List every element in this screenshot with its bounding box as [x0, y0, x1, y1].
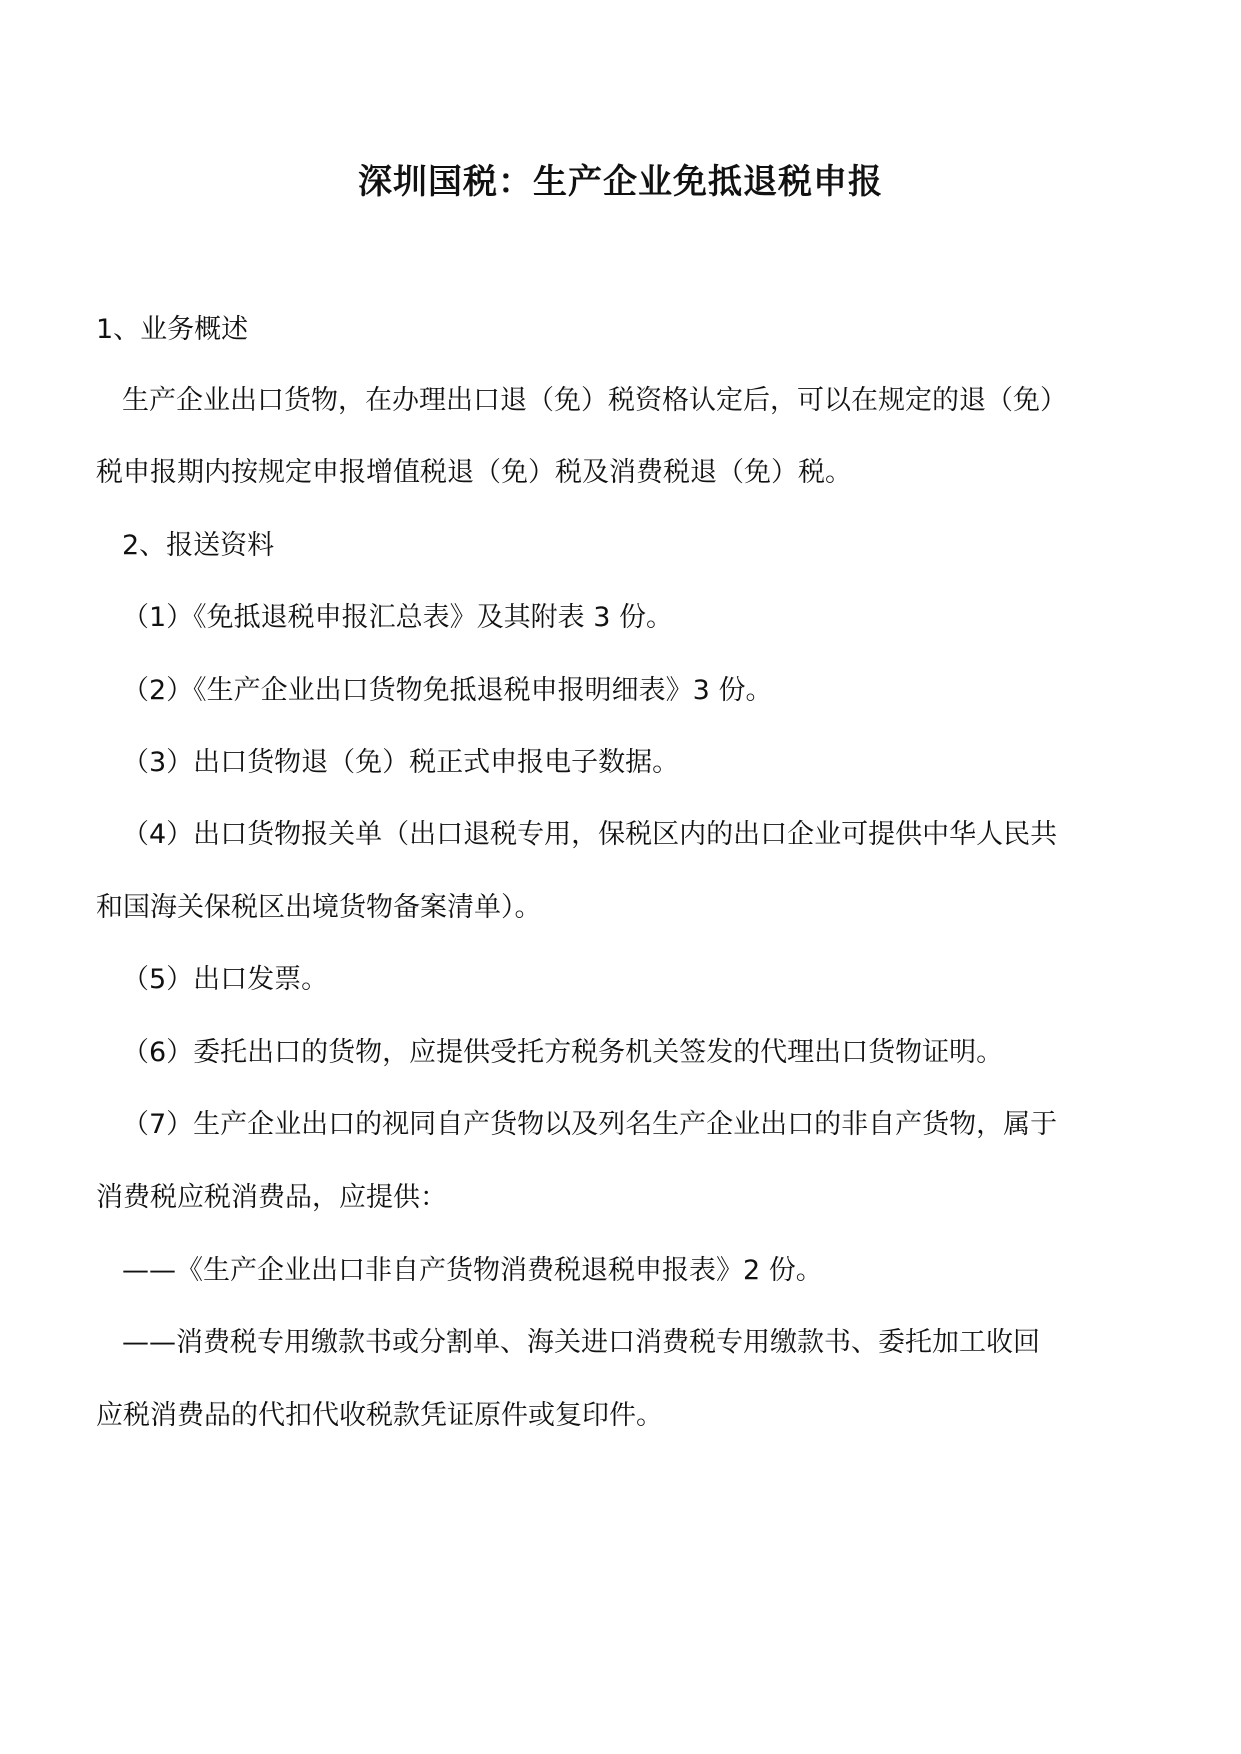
list-item: （6）委托出口的货物，应提供受托方税务机关签发的代理出口货物证明。: [122, 1037, 1004, 1068]
section-heading-overview: 1、业务概述: [96, 314, 249, 345]
section-heading-materials: 2、报送资料: [122, 530, 275, 561]
paragraph-line: 生产企业出口货物，在办理出口退（免）税资格认定后，可以在规定的退（免）: [122, 385, 1067, 416]
list-item: （5）出口发票。: [122, 964, 329, 995]
paragraph-line: 税申报期内按规定申报增值税退（免）税及消费税退（免）税。: [96, 457, 852, 488]
sub-list-item-continuation: 应税消费品的代扣代收税款凭证原件或复印件。: [96, 1400, 663, 1431]
list-item: （7）生产企业出口的视同自产货物以及列名生产企业出口的非自产货物，属于: [122, 1109, 1058, 1140]
list-item-continuation: 和国海关保税区出境货物备案清单）。: [96, 892, 542, 923]
list-item: （1）《免抵退税申报汇总表》及其附表 3 份。: [122, 602, 674, 633]
sub-list-item: ——《生产企业出口非自产货物消费税退税申报表》2 份。: [122, 1255, 823, 1286]
list-item-continuation: 消费税应税消费品，应提供：: [96, 1182, 447, 1213]
list-item: （3）出口货物退（免）税正式申报电子数据。: [122, 747, 680, 778]
list-item: （4）出口货物报关单（出口退税专用，保税区内的出口企业可提供中华人民共: [122, 819, 1058, 850]
document-title: 深圳国税：生产企业免抵退税申报: [358, 162, 883, 202]
list-item: （2）《生产企业出口货物免抵退税申报明细表》3 份。: [122, 675, 773, 706]
sub-list-item: ——消费税专用缴款书或分割单、海关进口消费税专用缴款书、委托加工收回: [122, 1327, 1040, 1358]
